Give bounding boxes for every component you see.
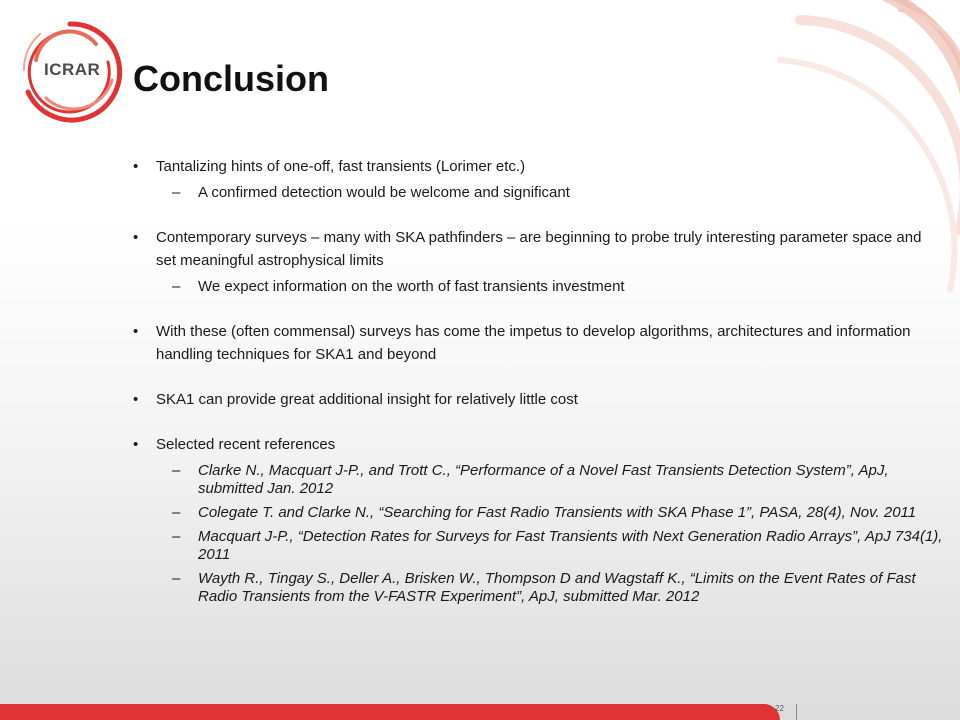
page-number: 22 <box>775 704 784 713</box>
slide-title: Conclusion <box>133 58 329 99</box>
dash-marker: – <box>172 184 181 201</box>
dash-marker: – <box>172 528 181 545</box>
footer-divider <box>796 704 797 720</box>
reference-item <box>130 528 945 564</box>
bullet-contemporary-surveys: • Contemporary surveys – many with SKA pathfinders – are beginning to probe truly interesting parameter space and set meaningful astrophysical limits <box>130 226 945 272</box>
reference-text: Colegate T. and Clarke N., “Searching for Fast Radio Transients with SKA Phase 1”, PASA, 28(4), Nov. 2011 <box>198 504 917 521</box>
dash-marker: – <box>172 504 181 521</box>
bullet-transient-hints: • Tantalizing hints of one-off, fast transients (Lorimer etc.) <box>130 155 945 178</box>
reference-item <box>130 570 945 606</box>
dash-marker: – <box>172 462 181 479</box>
logo-text: ICRAR <box>44 60 101 79</box>
reference-text: Wayth R., Tingay S., Deller A., Brisken W., Thompson D and Wagstaff K., “Limits on the Event Rates of Fast Radio Transients from the V-FASTR Experiment”, ApJ, submitted Mar. 2012 <box>198 570 916 605</box>
dash-marker: – <box>172 570 181 587</box>
reference-text: Macquart J-P., “Detection Rates for Surveys for Fast Transients with Next Generation Radio Arrays”, ApJ 734(1), 2011 <box>198 528 943 563</box>
bullet-ska1-insight: • SKA1 can provide great additional insight for relatively little cost <box>130 388 945 411</box>
sub-bullet-text: We expect information on the worth of fast transients investment <box>198 278 625 295</box>
reference-item <box>130 462 945 498</box>
slide-content <box>130 155 945 612</box>
sub-bullet-confirmed-detection <box>130 184 945 202</box>
bullet-references: • Selected recent references <box>130 433 945 456</box>
sub-bullet-text: A confirmed detection would be welcome and significant <box>198 184 570 201</box>
dash-marker: – <box>172 278 181 295</box>
reference-item <box>130 504 945 522</box>
reference-text: Clarke N., Macquart J-P., and Trott C., “Performance of a Novel Fast Transients Detection System”, ApJ, submitted Jan. 2012 <box>198 462 889 497</box>
bullet-commensal-surveys: • With these (often commensal) surveys has come the impetus to develop algorithms, architectures and information handling techniques for SKA1 and beyond <box>130 320 945 366</box>
footer-accent-bar <box>0 704 780 720</box>
sub-bullet-worth-of-transients <box>130 278 945 296</box>
